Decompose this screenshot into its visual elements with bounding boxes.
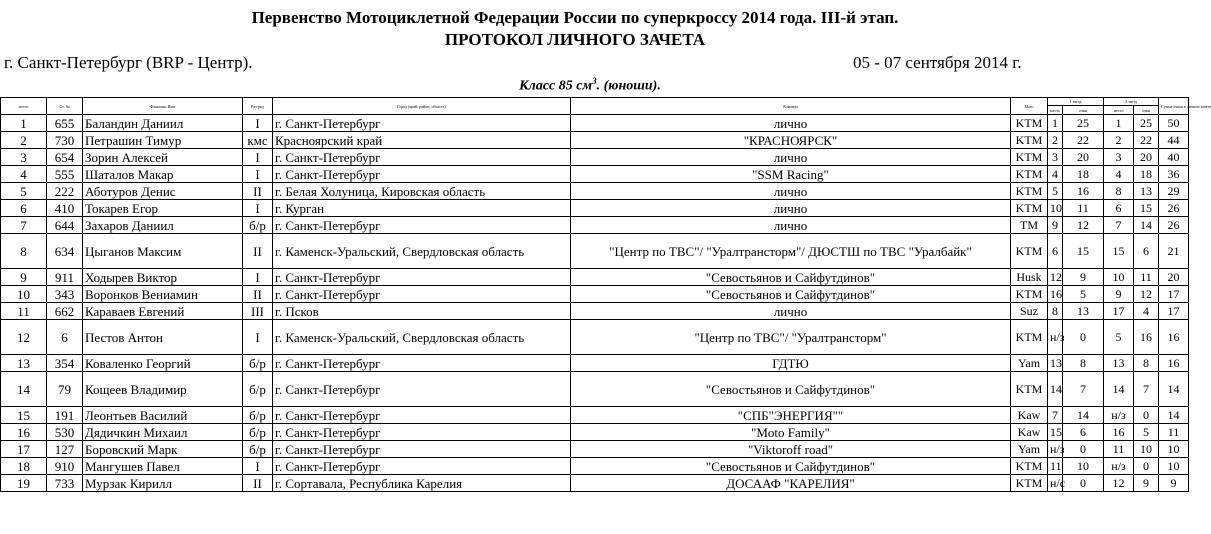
cell-team: ДОСААФ "КАРЕЛИЯ" [571,475,1011,492]
cell-city: г. Белая Холуница, Кировская область [273,183,571,200]
cell-race2-points: 10 [1134,441,1159,458]
cell-race2-points: 11 [1134,269,1159,286]
cell-race2-points: 9 [1134,475,1159,492]
cell-number: 655 [47,115,83,132]
cell-race2-place: 16 [1104,424,1134,441]
class-sup: 3 [592,76,597,86]
table-row [1,372,1189,407]
cell-city: г. Курган [273,200,571,217]
cell-race2-place: 17 [1104,303,1134,320]
cell-place: 13 [1,355,47,372]
cell-race2-place: 5 [1104,320,1134,355]
cell-team: "Viktoroff road" [571,441,1011,458]
cell-rank: I [243,166,273,183]
cell-race1-place: 1 [1048,115,1063,132]
cell-place: 9 [1,269,47,286]
col-city: Город (край, район, область) [273,98,571,115]
cell-race1-place: н/с [1048,475,1063,492]
cell-city: г. Санкт-Петербург [273,217,571,234]
cell-rank: I [243,115,273,132]
cell-moto: Kaw [1011,407,1048,424]
class-prefix: Класс 85 см [519,78,593,94]
cell-moto: KTM [1011,458,1048,475]
cell-moto: KTM [1011,149,1048,166]
cell-rank: II [243,286,273,303]
cell-sum: 10 [1159,458,1189,475]
table-row [1,132,1189,149]
cell-race1-points: 11 [1063,200,1104,217]
cell-rank: II [243,475,273,492]
cell-rank: б/р [243,217,273,234]
cell-race2-points: 0 [1134,407,1159,424]
event-location: г. Санкт-Петербург (BRP - Центр). [4,53,253,72]
table-row [1,424,1189,441]
cell-race2-points: 20 [1134,149,1159,166]
cell-race1-place: 7 [1048,407,1063,424]
cell-city: г. Каменск-Уральский, Свердловская область [273,234,571,269]
cell-sum: 14 [1159,407,1189,424]
cell-race1-points: 0 [1063,441,1104,458]
event-dates: 05 - 07 сентября 2014 г. [853,53,1022,72]
cell-team: "Центр по ТВС"/ "Уралтрансторм"/ ДЮСТШ по ТВС "Уралбайк" [571,234,1011,269]
cell-number: 410 [47,200,83,217]
cell-sum: 20 [1159,269,1189,286]
col-race2-place: место [1104,106,1134,115]
cell-race1-points: 6 [1063,424,1104,441]
cell-race1-points: 18 [1063,166,1104,183]
cell-race2-place: 2 [1104,132,1134,149]
table-row [1,183,1189,200]
cell-place: 4 [1,166,47,183]
cell-number: 644 [47,217,83,234]
cell-sum: 17 [1159,303,1189,320]
cell-moto: KTM [1011,132,1048,149]
cell-name: Коваленко Георгий [83,355,243,372]
col-race1-points: очки [1063,106,1104,115]
cell-city: г. Санкт-Петербург [273,424,571,441]
col-race1-place: место [1048,106,1063,115]
cell-moto: Husk [1011,269,1048,286]
cell-number: 733 [47,475,83,492]
cell-team: "Севостьянов и Сайфутдинов" [571,458,1011,475]
cell-race1-place: 13 [1048,355,1063,372]
cell-place: 6 [1,200,47,217]
cell-city: г. Санкт-Петербург [273,286,571,303]
table-row [1,166,1189,183]
col-race2: 2 заезд [1104,98,1159,106]
table-row [1,407,1189,424]
table-row [1,458,1189,475]
cell-city: г. Псков [273,303,571,320]
cell-race2-place: 7 [1104,217,1134,234]
cell-name: Петрашин Тимур [83,132,243,149]
cell-city: г. Санкт-Петербург [273,407,571,424]
class-suffix: . (юноши). [596,78,661,94]
cell-race1-place: н/з [1048,320,1063,355]
results-body [1,115,1189,492]
class-label [0,76,1180,95]
cell-moto: KTM [1011,200,1048,217]
cell-rank: I [243,458,273,475]
cell-team: лично [571,149,1011,166]
cell-name: Мурзак Кирилл [83,475,243,492]
cell-name: Воронков Вениамин [83,286,243,303]
cell-moto: KTM [1011,183,1048,200]
cell-race1-points: 13 [1063,303,1104,320]
cell-race1-place: 15 [1048,424,1063,441]
cell-city: Красноярский край [273,132,571,149]
cell-race1-place: 5 [1048,183,1063,200]
cell-race1-place: 11 [1048,458,1063,475]
cell-sum: 29 [1159,183,1189,200]
cell-rank: II [243,234,273,269]
cell-race1-place: 6 [1048,234,1063,269]
col-race1: 1 заезд [1048,98,1104,106]
cell-sum: 17 [1159,286,1189,303]
cell-sum: 26 [1159,200,1189,217]
cell-race2-place: 3 [1104,149,1134,166]
cell-sum: 21 [1159,234,1189,269]
cell-moto: TM [1011,217,1048,234]
cell-sum: 11 [1159,424,1189,441]
cell-race2-place: 1 [1104,115,1134,132]
cell-city: г. Сортавала, Республика Карелия [273,475,571,492]
cell-race2-place: 14 [1104,372,1134,407]
table-row [1,234,1189,269]
cell-name: Зорин Алексей [83,149,243,166]
cell-race1-points: 22 [1063,132,1104,149]
cell-race1-place: 9 [1048,217,1063,234]
cell-place: 19 [1,475,47,492]
cell-rank: I [243,200,273,217]
cell-moto: Suz [1011,303,1048,320]
cell-team: "Севостьянов и Сайфутдинов" [571,286,1011,303]
cell-name: Мангушев Павел [83,458,243,475]
table-row [1,269,1189,286]
cell-place: 17 [1,441,47,458]
cell-sum: 10 [1159,441,1189,458]
cell-name: Кощеев Владимир [83,372,243,407]
cell-team: лично [571,200,1011,217]
cell-place: 2 [1,132,47,149]
cell-place: 11 [1,303,47,320]
cell-sum: 16 [1159,355,1189,372]
cell-race2-place: 6 [1104,200,1134,217]
cell-place: 15 [1,407,47,424]
cell-sum: 50 [1159,115,1189,132]
cell-race1-points: 15 [1063,234,1104,269]
cell-race1-place: н/з [1048,441,1063,458]
cell-place: 3 [1,149,47,166]
cell-city: г. Санкт-Петербург [273,115,571,132]
cell-race2-points: 5 [1134,424,1159,441]
cell-name: Баландин Даниил [83,115,243,132]
cell-race2-points: 15 [1134,200,1159,217]
cell-team: "Севостьянов и Сайфутдинов" [571,372,1011,407]
cell-city: г. Санкт-Петербург [273,269,571,286]
col-name: Фамилия, Имя [83,98,243,115]
cell-number: 910 [47,458,83,475]
cell-race1-points: 0 [1063,320,1104,355]
cell-race2-place: 12 [1104,475,1134,492]
cell-race2-points: 8 [1134,355,1159,372]
cell-sum: 26 [1159,217,1189,234]
cell-race2-points: 14 [1134,217,1159,234]
cell-team: "Севостьянов и Сайфутдинов" [571,269,1011,286]
cell-city: г. Санкт-Петербург [273,458,571,475]
cell-number: 730 [47,132,83,149]
cell-team: "СПБ"ЭНЕРГИЯ"" [571,407,1011,424]
cell-number: 127 [47,441,83,458]
cell-race1-points: 14 [1063,407,1104,424]
table-row [1,355,1189,372]
cell-race2-place: 4 [1104,166,1134,183]
cell-team: "SSM Racing" [571,166,1011,183]
cell-race2-points: 13 [1134,183,1159,200]
cell-race1-points: 10 [1063,458,1104,475]
cell-number: 911 [47,269,83,286]
cell-number: 354 [47,355,83,372]
cell-place: 16 [1,424,47,441]
cell-race2-place: 9 [1104,286,1134,303]
cell-name: Захаров Даниил [83,217,243,234]
cell-name: Дядичкин Михаил [83,424,243,441]
cell-name: Ходырев Виктор [83,269,243,286]
cell-name: Боровский Марк [83,441,243,458]
cell-rank: I [243,149,273,166]
cell-number: 555 [47,166,83,183]
cell-race1-points: 5 [1063,286,1104,303]
cell-place: 1 [1,115,47,132]
cell-rank: I [243,320,273,355]
cell-team: "КРАСНОЯРСК" [571,132,1011,149]
cell-moto: KTM [1011,320,1048,355]
cell-race2-place: 13 [1104,355,1134,372]
cell-race1-place: 16 [1048,286,1063,303]
cell-name: Цыганов Максим [83,234,243,269]
table-row [1,217,1189,234]
cell-number: 222 [47,183,83,200]
cell-name: Леонтьев Василий [83,407,243,424]
cell-sum: 14 [1159,372,1189,407]
cell-number: 634 [47,234,83,269]
cell-race1-points: 0 [1063,475,1104,492]
cell-number: 6 [47,320,83,355]
cell-team: "Центр по ТВС"/ "Уралтрансторм" [571,320,1011,355]
cell-race1-points: 8 [1063,355,1104,372]
col-number: Ст. № [47,98,83,115]
table-row [1,200,1189,217]
cell-race2-place: 10 [1104,269,1134,286]
col-place: место [1,98,47,115]
cell-number: 191 [47,407,83,424]
cell-race2-points: 7 [1134,372,1159,407]
cell-number: 654 [47,149,83,166]
cell-moto: KTM [1011,372,1048,407]
table-row [1,475,1189,492]
cell-sum: 16 [1159,320,1189,355]
cell-race2-points: 22 [1134,132,1159,149]
header-row [1,98,1189,106]
cell-race2-points: 12 [1134,286,1159,303]
cell-place: 18 [1,458,47,475]
cell-place: 10 [1,286,47,303]
cell-rank: б/р [243,407,273,424]
table-row [1,320,1189,355]
col-sum: Сумма очков в личном зачете [1159,98,1189,115]
cell-race1-place: 14 [1048,372,1063,407]
cell-race2-points: 16 [1134,320,1159,355]
cell-name: Пестов Антон [83,320,243,355]
cell-race2-place: н/з [1104,407,1134,424]
cell-race2-points: 0 [1134,458,1159,475]
cell-moto: KTM [1011,166,1048,183]
cell-race2-points: 6 [1134,234,1159,269]
protocol-title: Первенство Мотоциклетной Федерации России по суперкроссу 2014 года. III-й этап. [251,8,899,27]
cell-place: 12 [1,320,47,355]
cell-race1-place: 3 [1048,149,1063,166]
cell-rank: кмс [243,132,273,149]
cell-race2-points: 18 [1134,166,1159,183]
cell-moto: Yam [1011,441,1048,458]
cell-name: Токарев Егор [83,200,243,217]
cell-sum: 36 [1159,166,1189,183]
cell-race1-points: 20 [1063,149,1104,166]
cell-place: 5 [1,183,47,200]
cell-race1-place: 12 [1048,269,1063,286]
col-race2-points: очки [1134,106,1159,115]
cell-race2-place: 8 [1104,183,1134,200]
cell-race2-place: 15 [1104,234,1134,269]
table-row [1,303,1189,320]
cell-race1-points: 25 [1063,115,1104,132]
cell-place: 7 [1,217,47,234]
table-row [1,441,1189,458]
cell-race2-place: 11 [1104,441,1134,458]
cell-rank: III [243,303,273,320]
col-moto: Мото [1011,98,1048,115]
cell-rank: б/р [243,372,273,407]
cell-name: Караваев Евгений [83,303,243,320]
cell-moto: Kaw [1011,424,1048,441]
cell-team: "Moto Family" [571,424,1011,441]
cell-team: лично [571,183,1011,200]
cell-race1-points: 16 [1063,183,1104,200]
cell-place: 14 [1,372,47,407]
protocol-subtitle: ПРОТОКОЛ ЛИЧНОГО ЗАЧЕТА [444,30,706,49]
cell-race2-points: 4 [1134,303,1159,320]
cell-race2-points: 25 [1134,115,1159,132]
cell-rank: б/р [243,355,273,372]
cell-number: 662 [47,303,83,320]
cell-rank: б/р [243,441,273,458]
cell-team: лично [571,115,1011,132]
cell-race1-place: 8 [1048,303,1063,320]
cell-number: 79 [47,372,83,407]
cell-city: г. Санкт-Петербург [273,166,571,183]
cell-moto: KTM [1011,286,1048,303]
cell-city: г. Санкт-Петербург [273,441,571,458]
cell-moto: KTM [1011,234,1048,269]
cell-sum: 44 [1159,132,1189,149]
cell-rank: б/р [243,424,273,441]
cell-city: г. Каменск-Уральский, Свердловская область [273,320,571,355]
cell-rank: II [243,183,273,200]
results-table [0,97,1211,492]
cell-city: г. Санкт-Петербург [273,149,571,166]
cell-race1-place: 2 [1048,132,1063,149]
cell-city: г. Санкт-Петербург [273,372,571,407]
cell-moto: KTM [1011,115,1048,132]
cell-race1-place: 10 [1048,200,1063,217]
col-rank: Раз-ряд [243,98,273,115]
cell-sum: 9 [1159,475,1189,492]
table-row [1,286,1189,303]
cell-number: 343 [47,286,83,303]
col-team: Команда [571,98,1011,115]
cell-race1-points: 9 [1063,269,1104,286]
cell-moto: KTM [1011,475,1048,492]
cell-number: 530 [47,424,83,441]
cell-name: Аботуров Денис [83,183,243,200]
table-row [1,149,1189,166]
cell-race1-place: 4 [1048,166,1063,183]
cell-rank: I [243,269,273,286]
cell-moto: Yam [1011,355,1048,372]
cell-race1-points: 7 [1063,372,1104,407]
cell-team: лично [571,217,1011,234]
cell-race2-place: н/з [1104,458,1134,475]
cell-sum: 40 [1159,149,1189,166]
cell-name: Шаталов Макар [83,166,243,183]
cell-team: ГДТЮ [571,355,1011,372]
cell-place: 8 [1,234,47,269]
cell-city: г. Санкт-Петербург [273,355,571,372]
cell-race1-points: 12 [1063,217,1104,234]
table-row [1,115,1189,132]
cell-team: лично [571,303,1011,320]
